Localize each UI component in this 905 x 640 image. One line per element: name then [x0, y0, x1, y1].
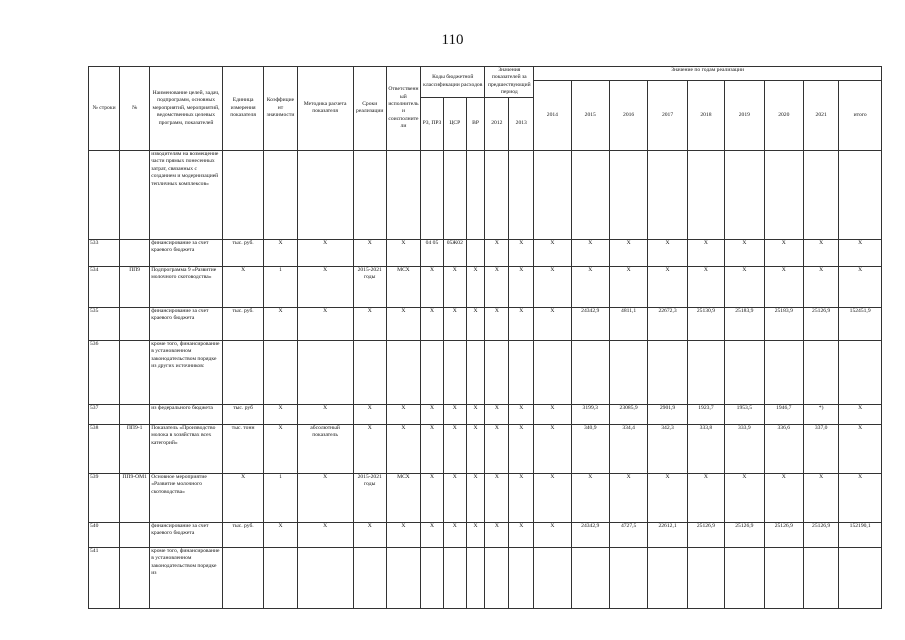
cell-2013: Х — [509, 307, 534, 340]
cell-2016: Х — [609, 473, 647, 522]
cell-2015 — [571, 150, 609, 239]
cell-2016: 23085,9 — [609, 404, 647, 424]
header-prev-values: Значения показателей за предшествующий период — [485, 67, 534, 98]
cell-2013: Х — [509, 404, 534, 424]
cell-method: Х — [297, 307, 353, 340]
cell-csr: Х — [443, 522, 466, 547]
cell-csr: Х — [443, 266, 466, 307]
header-y2020: 2020 — [764, 81, 803, 151]
cell-csr: Х — [443, 307, 466, 340]
cell-no — [120, 239, 150, 266]
cell-2020: 25183,9 — [764, 307, 803, 340]
cell-total: Х — [839, 473, 882, 522]
cell-row: 541 — [89, 547, 120, 608]
cell-2021: Х — [804, 266, 839, 307]
cell-name: финансирование за счет краевого бюджета — [150, 522, 223, 547]
cell-2021: 25126,9 — [804, 522, 839, 547]
cell-2018: Х — [687, 473, 724, 522]
cell-method: абсолютный показатель — [297, 424, 353, 473]
cell-2019 — [725, 150, 764, 239]
cell-2019 — [725, 547, 764, 608]
cell-term: Х — [353, 424, 386, 473]
cell-term: 2015-2021 годы — [353, 266, 386, 307]
cell-2020: 25126,9 — [764, 522, 803, 547]
cell-total: 152451,9 — [839, 307, 882, 340]
header-name: Наименование целей, задач, подпрограмм, основных мероприятий, мероприятий, ведомственных целевых программ, показателей — [150, 67, 223, 151]
cell-unit: тыс. руб. — [222, 522, 264, 547]
cell-resp: Х — [386, 522, 420, 547]
cell-2018: Х — [687, 239, 724, 266]
cell-total — [839, 547, 882, 608]
cell-unit: тыс. руб — [222, 404, 264, 424]
cell-no: ПП9-1 — [120, 424, 150, 473]
cell-total — [839, 150, 882, 239]
cell-row — [89, 150, 120, 239]
cell-2016: 4811,1 — [609, 307, 647, 340]
program-table — [88, 66, 882, 609]
cell-name: кроме того, финансирование в установленном законодательством порядке из других источников: — [150, 340, 223, 404]
table-row — [89, 522, 882, 547]
header-y2021: 2021 — [804, 81, 839, 151]
page-number: 110 — [441, 32, 464, 48]
cell-method: Х — [297, 473, 353, 522]
cell-coef — [264, 547, 297, 608]
cell-term: Х — [353, 239, 386, 266]
cell-resp: Х — [386, 404, 420, 424]
cell-2015: 340,9 — [571, 424, 609, 473]
header-row-no: № строки — [89, 67, 120, 151]
cell-2020: 336,6 — [764, 424, 803, 473]
header-rz: РЗ, ПРЗ — [421, 97, 444, 150]
header-coef: Коэффициент значимости — [264, 67, 297, 151]
cell-2012: Х — [485, 522, 509, 547]
table-body — [89, 150, 882, 608]
cell-2018 — [687, 547, 724, 608]
cell-resp: Х — [386, 424, 420, 473]
cell-2012: Х — [485, 266, 509, 307]
cell-row: 533 — [89, 239, 120, 266]
header-csr: ЦСР — [443, 97, 466, 150]
cell-no — [120, 307, 150, 340]
cell-no — [120, 150, 150, 239]
cell-no — [120, 547, 150, 608]
cell-vr — [466, 239, 485, 266]
cell-coef: 1 — [264, 473, 297, 522]
cell-vr — [466, 150, 485, 239]
cell-2014: Х — [534, 404, 571, 424]
header-budget-codes: Коды бюджетной классификации расходов — [421, 67, 485, 98]
header-y2012: 2012 — [485, 97, 509, 150]
cell-coef: Х — [264, 404, 297, 424]
table-row — [89, 547, 882, 608]
cell-rz: Х — [421, 473, 444, 522]
cell-row: 539 — [89, 473, 120, 522]
cell-rz — [421, 150, 444, 239]
cell-2013: Х — [509, 266, 534, 307]
cell-total: 152190,1 — [839, 522, 882, 547]
cell-2012 — [485, 150, 509, 239]
table-row — [89, 404, 882, 424]
cell-2012: Х — [485, 239, 509, 266]
cell-2018: Х — [687, 266, 724, 307]
cell-2015: 24342,9 — [571, 307, 609, 340]
cell-2019: Х — [725, 266, 764, 307]
cell-2021 — [804, 150, 839, 239]
header-resp: Ответственный исполнитель и соисполнители — [386, 67, 420, 151]
cell-term — [353, 340, 386, 404]
cell-2014 — [534, 340, 571, 404]
cell-vr: Х — [466, 424, 485, 473]
cell-no — [120, 340, 150, 404]
cell-term — [353, 547, 386, 608]
cell-unit — [222, 547, 264, 608]
cell-2013 — [509, 340, 534, 404]
cell-rz: Х — [421, 307, 444, 340]
cell-2019: Х — [725, 473, 764, 522]
cell-2018 — [687, 150, 724, 239]
cell-2018: 25130,9 — [687, 307, 724, 340]
cell-2014 — [534, 150, 571, 239]
cell-2017 — [648, 150, 687, 239]
cell-no — [120, 522, 150, 547]
cell-2012 — [485, 547, 509, 608]
cell-coef: Х — [264, 522, 297, 547]
cell-vr — [466, 340, 485, 404]
cell-2017 — [648, 340, 687, 404]
cell-2016 — [609, 340, 647, 404]
cell-total: Х — [839, 266, 882, 307]
cell-2012: Х — [485, 424, 509, 473]
cell-rz: Х — [421, 522, 444, 547]
header-y2017: 2017 — [648, 81, 687, 151]
header-y2018: 2018 — [687, 81, 724, 151]
cell-2012: Х — [485, 307, 509, 340]
cell-no: ПП9-ОМ1 — [120, 473, 150, 522]
cell-2016: 334,4 — [609, 424, 647, 473]
cell-rz: Х — [421, 404, 444, 424]
cell-2021 — [804, 340, 839, 404]
cell-name: Показатель «Производство молока в хозяйствах всех категорий» — [150, 424, 223, 473]
cell-2016: 4727,5 — [609, 522, 647, 547]
cell-2017: 342,3 — [648, 424, 687, 473]
cell-row: 540 — [89, 522, 120, 547]
cell-2015: 24342,9 — [571, 522, 609, 547]
cell-vr: Х — [466, 266, 485, 307]
table-header — [89, 67, 882, 151]
cell-unit — [222, 340, 264, 404]
cell-row: 537 — [89, 404, 120, 424]
cell-name: финансирование за счет краевого бюджета — [150, 307, 223, 340]
cell-method — [297, 150, 353, 239]
table-row — [89, 424, 882, 473]
cell-csr — [443, 547, 466, 608]
cell-term: Х — [353, 404, 386, 424]
cell-2015 — [571, 340, 609, 404]
cell-2019 — [725, 340, 764, 404]
cell-resp: МСХ — [386, 266, 420, 307]
cell-name: кроме того, финансирование в установленном законодательством порядке из — [150, 547, 223, 608]
cell-2019: Х — [725, 239, 764, 266]
cell-resp: Х — [386, 239, 420, 266]
cell-2017 — [648, 547, 687, 608]
cell-rz — [421, 547, 444, 608]
cell-method: Х — [297, 404, 353, 424]
cell-csr: Х — [443, 404, 466, 424]
cell-2021: Х — [804, 473, 839, 522]
cell-csr — [443, 340, 466, 404]
header-no: № — [120, 67, 150, 151]
cell-resp — [386, 547, 420, 608]
cell-2019: 25126,9 — [725, 522, 764, 547]
cell-2014: Х — [534, 522, 571, 547]
cell-csr: Х — [443, 424, 466, 473]
cell-2016: Х — [609, 239, 647, 266]
cell-term — [353, 150, 386, 239]
cell-2017: Х — [648, 473, 687, 522]
cell-2021: *) — [804, 404, 839, 424]
header-y2016: 2016 — [609, 81, 647, 151]
cell-2017: Х — [648, 266, 687, 307]
cell-unit: Х — [222, 266, 264, 307]
cell-2018: 1923,7 — [687, 404, 724, 424]
cell-coef: Х — [264, 239, 297, 266]
cell-2019: 25183,9 — [725, 307, 764, 340]
cell-unit — [222, 150, 264, 239]
header-y2014: 2014 — [534, 81, 571, 151]
cell-2017: 22612,1 — [648, 522, 687, 547]
cell-method — [297, 547, 353, 608]
cell-vr: Х — [466, 404, 485, 424]
cell-2013 — [509, 547, 534, 608]
header-y2013: 2013 — [509, 97, 534, 150]
cell-2017: 22672,3 — [648, 307, 687, 340]
cell-vr: Х — [466, 473, 485, 522]
cell-resp: Х — [386, 307, 420, 340]
cell-vr — [466, 547, 485, 608]
cell-method: Х — [297, 522, 353, 547]
cell-name: Подпрограмма 9 «Развитие молочного скотоводства» — [150, 266, 223, 307]
cell-vr: Х — [466, 307, 485, 340]
cell-2019: 1953,5 — [725, 404, 764, 424]
cell-2020: Х — [764, 239, 803, 266]
cell-2020 — [764, 340, 803, 404]
cell-2012 — [485, 340, 509, 404]
cell-total — [839, 340, 882, 404]
cell-2018 — [687, 340, 724, 404]
cell-2021 — [804, 547, 839, 608]
table-row — [89, 150, 882, 239]
cell-2021: 25126,9 — [804, 307, 839, 340]
cell-name: финансирование за счет краевого бюджета — [150, 239, 223, 266]
cell-2014: Х — [534, 473, 571, 522]
cell-csr: 05Ж02 — [443, 239, 466, 266]
cell-name: изводителям на возмещение части прямых понесенных затрат, связанных с созданием и модернизацией тепличных комплексов» — [150, 150, 223, 239]
cell-method — [297, 340, 353, 404]
table-row — [89, 473, 882, 522]
cell-unit: тыс. тонн — [222, 424, 264, 473]
cell-2020 — [764, 547, 803, 608]
cell-2013: Х — [509, 424, 534, 473]
cell-row: 535 — [89, 307, 120, 340]
cell-2013: Х — [509, 522, 534, 547]
header-by-years: Значение по годам реализации — [534, 67, 882, 81]
header-y2015: 2015 — [571, 81, 609, 151]
cell-rz — [421, 340, 444, 404]
cell-method: Х — [297, 239, 353, 266]
cell-term: Х — [353, 307, 386, 340]
cell-2013: Х — [509, 473, 534, 522]
cell-2015 — [571, 547, 609, 608]
cell-2016 — [609, 547, 647, 608]
header-y2019: 2019 — [725, 81, 764, 151]
cell-resp — [386, 340, 420, 404]
header-total: итого — [839, 81, 882, 151]
cell-csr — [443, 150, 466, 239]
cell-vr: Х — [466, 522, 485, 547]
cell-2021: Х — [804, 239, 839, 266]
table-row — [89, 239, 882, 266]
cell-coef — [264, 150, 297, 239]
cell-rz: Х — [421, 424, 444, 473]
cell-2015: Х — [571, 239, 609, 266]
cell-2019: 333,9 — [725, 424, 764, 473]
cell-2020: Х — [764, 473, 803, 522]
header-unit: Единица измерения показателя — [222, 67, 264, 151]
cell-resp: МСХ — [386, 473, 420, 522]
cell-unit: тыс. руб. — [222, 307, 264, 340]
cell-resp — [386, 150, 420, 239]
cell-2014: Х — [534, 266, 571, 307]
table-row — [89, 266, 882, 307]
cell-2015: 3199,3 — [571, 404, 609, 424]
cell-csr: Х — [443, 473, 466, 522]
cell-coef: Х — [264, 424, 297, 473]
cell-2012: Х — [485, 404, 509, 424]
cell-rz: 04 05 — [421, 239, 444, 266]
cell-coef: 1 — [264, 266, 297, 307]
cell-no — [120, 404, 150, 424]
cell-row: 534 — [89, 266, 120, 307]
cell-no: ПП9 — [120, 266, 150, 307]
cell-2013 — [509, 150, 534, 239]
cell-total: Х — [839, 239, 882, 266]
cell-name: Основное мероприятие «Развитие молочного скотоводства» — [150, 473, 223, 522]
cell-2015: Х — [571, 266, 609, 307]
cell-total: Х — [839, 404, 882, 424]
cell-coef: Х — [264, 307, 297, 340]
cell-term: Х — [353, 522, 386, 547]
header-method: Методика расчета показателя — [297, 67, 353, 151]
cell-unit: тыс. руб. — [222, 239, 264, 266]
cell-2018: 25126,9 — [687, 522, 724, 547]
header-term: Сроки реализации — [353, 67, 386, 151]
cell-2014: Х — [534, 307, 571, 340]
cell-2016 — [609, 150, 647, 239]
cell-2018: 333,8 — [687, 424, 724, 473]
cell-2017: Х — [648, 239, 687, 266]
cell-2014: Х — [534, 424, 571, 473]
cell-2020 — [764, 150, 803, 239]
cell-name: из федерального бюджета — [150, 404, 223, 424]
table-row — [89, 307, 882, 340]
cell-term: 2015-2021 годы — [353, 473, 386, 522]
cell-2020: 1946,7 — [764, 404, 803, 424]
table-row — [89, 340, 882, 404]
cell-total: Х — [839, 424, 882, 473]
cell-coef — [264, 340, 297, 404]
cell-row: 538 — [89, 424, 120, 473]
cell-2021: 337,0 — [804, 424, 839, 473]
cell-unit: Х — [222, 473, 264, 522]
cell-2013: Х — [509, 239, 534, 266]
cell-method: Х — [297, 266, 353, 307]
cell-rz: Х — [421, 266, 444, 307]
cell-2015: Х — [571, 473, 609, 522]
cell-2020: Х — [764, 266, 803, 307]
cell-2016: Х — [609, 266, 647, 307]
cell-2014: Х — [534, 239, 571, 266]
cell-row: 536 — [89, 340, 120, 404]
header-vr: ВР — [466, 97, 485, 150]
cell-2017: 2901,9 — [648, 404, 687, 424]
cell-2012: Х — [485, 473, 509, 522]
cell-2014 — [534, 547, 571, 608]
